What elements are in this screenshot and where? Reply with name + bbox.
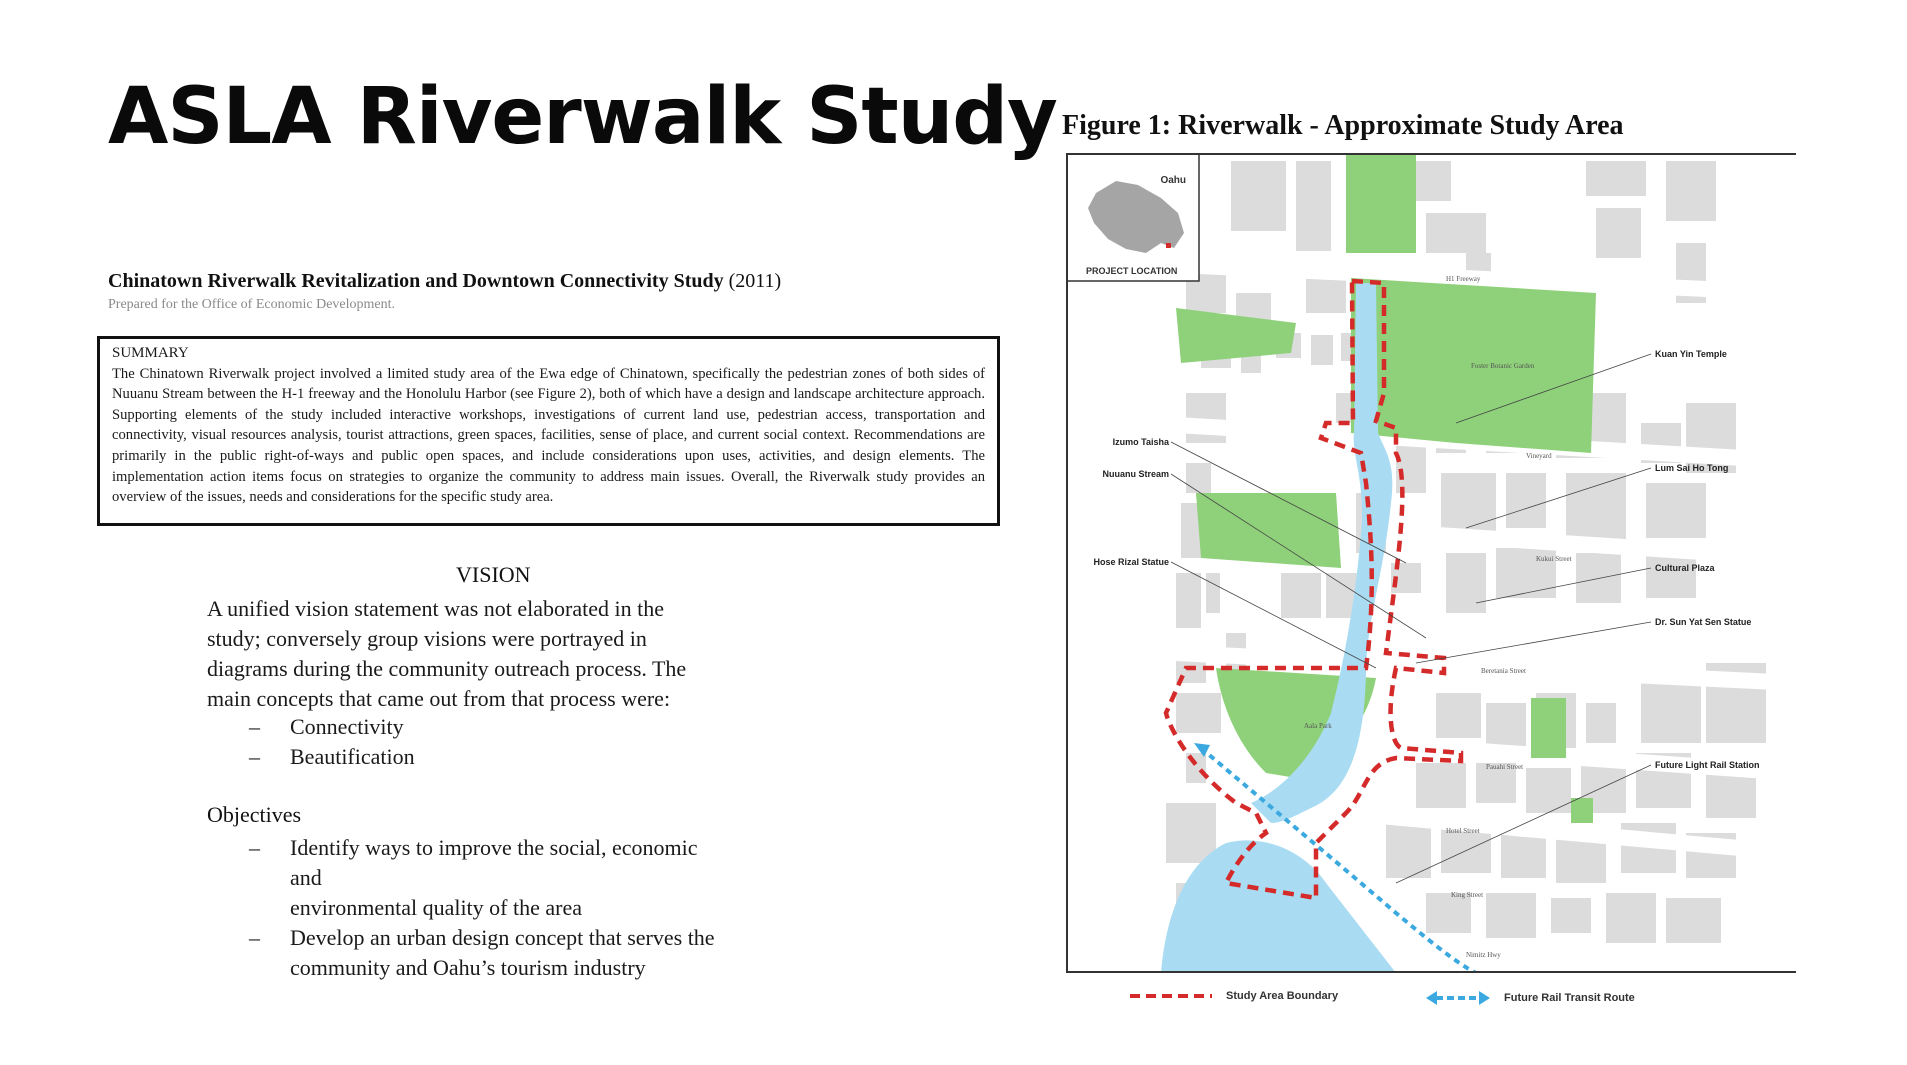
vision-concepts-list xyxy=(207,712,415,772)
study-area-map xyxy=(1066,153,1796,973)
objective-line: community and Oahu’s tourism industry xyxy=(290,955,646,980)
summary-heading: SUMMARY xyxy=(112,345,189,361)
location-inset xyxy=(1066,153,1199,281)
legend-item-boundary xyxy=(1130,990,1338,1002)
project-location-marker xyxy=(1166,243,1171,248)
vision-concept-item: – Connectivity xyxy=(207,712,415,742)
map-street-label: Beretania Street xyxy=(1481,667,1526,675)
objective-line: Develop an urban design concept that serves the xyxy=(290,925,715,950)
vision-line: main concepts that came out from that process were: xyxy=(207,686,671,711)
objective-line: Identify ways to improve the social, economic xyxy=(290,835,698,860)
callout-label: Future Light Rail Station xyxy=(1655,760,1760,770)
legend-label: Study Area Boundary xyxy=(1226,990,1339,1002)
legend-item-rail xyxy=(1426,990,1635,1006)
summary-text: The Chinatown Riverwalk project involved a limited study area of the Ewa edge of Chinatown, specifically the pedestrian zones of both sides of Nuuanu Stream between the H-1 freeway and the Honolulu Harbor (see Figure 2), both of which have a design and landscape architecture approach. Supporting elements of the study included interactive workshops, investigations of current land use, pedestrian access, transportation and connectivity, visual resources analysis, tourist attractions, green spaces, facilities, sense of place, and current social context. Recommendations are primarily in the public right-of-ways and public open spaces, and include considerations upon uses, activities, and design elements. The implementation action items focus on strategies to organize the community to address main issues. Overall, the Riverwalk study provides an overview of the issues, needs and considerations for the specific study area. xyxy=(112,365,985,506)
prepared-for-note: Prepared for the Office of Economic Development. xyxy=(108,297,396,312)
vision-heading: VISION xyxy=(456,562,531,587)
inset-island-label: Oahu xyxy=(1160,175,1186,186)
vision-statement xyxy=(207,594,799,714)
callout-label: Lum Sai Ho Tong xyxy=(1655,463,1729,473)
callout-label: Izumo Taisha xyxy=(1112,437,1169,447)
legend-label: Future Rail Transit Route xyxy=(1504,992,1635,1004)
vision-line: study; conversely group visions were portrayed in xyxy=(207,626,647,651)
callout-label: Dr. Sun Yat Sen Statue xyxy=(1655,617,1752,627)
study-year: (2011) xyxy=(728,270,782,292)
study-title-name: Chinatown Riverwalk Revitalization and Downtown Connectivity Study xyxy=(108,270,724,292)
map-street-label: Hotel Street xyxy=(1446,827,1480,835)
map-street-label: King Street xyxy=(1451,891,1484,899)
map-garden-label: Foster Botanic Garden xyxy=(1471,362,1535,370)
vision-concept-item: – Beautification xyxy=(207,742,415,772)
inset-caption: PROJECT LOCATION xyxy=(1086,266,1178,276)
objective-line: and xyxy=(290,865,322,890)
slide-title: ASLA Riverwalk Study xyxy=(108,72,1057,162)
map-park-label: Aala Park xyxy=(1304,722,1332,730)
objectives-list xyxy=(207,833,807,983)
objective-line: environmental quality of the area xyxy=(290,895,582,920)
vision-line: A unified vision statement was not elaborated in the xyxy=(207,596,665,621)
objective-item xyxy=(207,923,807,983)
objectives-heading: Objectives xyxy=(207,802,302,827)
map-street-label: Vineyard xyxy=(1526,452,1552,460)
callout-label: Hose Rizal Statue xyxy=(1093,557,1169,567)
map-street-label: Nimitz Hwy xyxy=(1466,951,1501,959)
study-title xyxy=(108,270,781,293)
map-top-border xyxy=(1066,153,1796,155)
figure-title: Figure 1: Riverwalk - Approximate Study Area xyxy=(1062,110,1624,141)
callout-label: Cultural Plaza xyxy=(1655,563,1715,573)
map-street-label: Kukui Street xyxy=(1536,555,1572,563)
callout-label: Kuan Yin Temple xyxy=(1655,349,1727,359)
dashed-red-line-icon xyxy=(1130,992,1212,1000)
summary-box xyxy=(97,336,1000,526)
vision-line: diagrams during the community outreach process. The xyxy=(207,656,687,681)
callout-label: Nuuanu Stream xyxy=(1102,469,1169,479)
objective-item xyxy=(207,833,807,923)
map-street-label: Pauahi Street xyxy=(1486,763,1524,771)
double-arrow-icon xyxy=(1426,990,1490,1006)
map-street-label: H1 Freeway xyxy=(1446,275,1481,283)
